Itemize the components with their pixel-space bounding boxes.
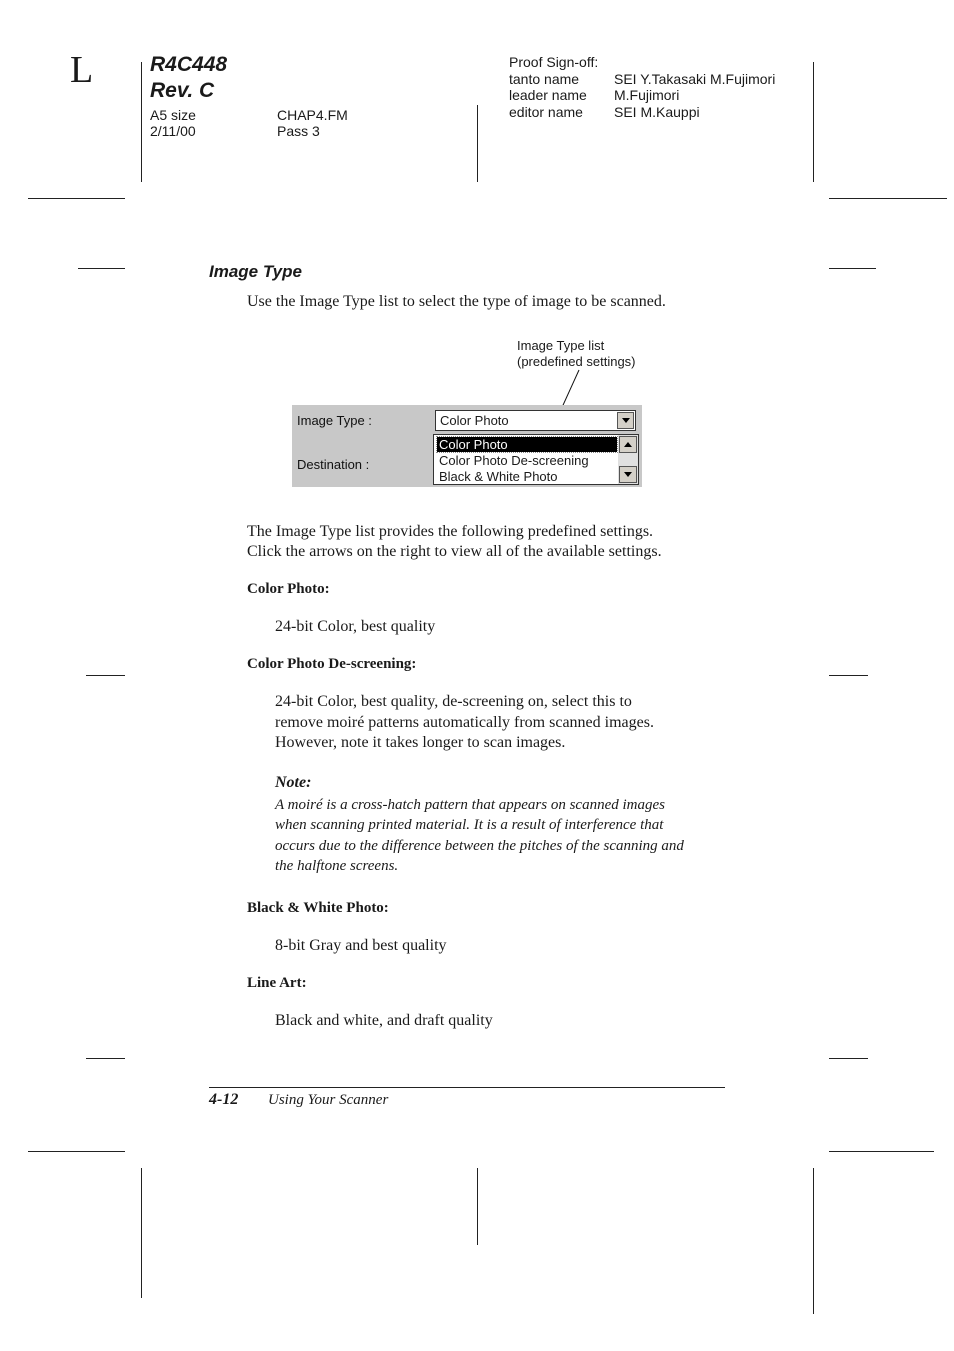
signoff-names: SEI Y.Takasaki M.Fujimori	[614, 71, 776, 87]
model-title: R4C448	[150, 53, 228, 76]
crop-mark	[829, 1058, 868, 1059]
desc-line: 24-bit Color, best quality, de-screening on, select this to	[275, 693, 632, 710]
summary-paragraph	[247, 522, 737, 562]
note-line: when scanning printed material. It is a result of interference that	[275, 817, 664, 834]
crop-mark	[829, 675, 868, 676]
section-heading: Image Type	[209, 262, 302, 281]
item-description	[275, 1011, 735, 1032]
item-description	[275, 936, 735, 957]
intro-text: Use the Image Type list to select the type of image to be scanned.	[247, 293, 666, 310]
page-side-mark: L	[70, 49, 94, 91]
image-type-combo[interactable]	[435, 410, 636, 431]
item-label: Line Art:	[247, 975, 307, 991]
crop-mark	[28, 198, 125, 199]
signoff-names: SEI M.Kauppi	[614, 104, 700, 120]
running-footer: Using Your Scanner	[268, 1092, 389, 1108]
crop-mark	[813, 62, 814, 182]
date-label: 2/11/00	[150, 123, 196, 139]
combo-value: Color Photo	[440, 413, 509, 428]
crop-mark	[141, 1168, 142, 1298]
desc-line: 8-bit Gray and best quality	[275, 937, 447, 954]
note-line: occurs due to the difference between the pitches of the scanning and	[275, 837, 684, 854]
pass-label: Pass 3	[277, 123, 320, 139]
callout-line: (predefined settings)	[517, 354, 636, 369]
figure-callout	[517, 338, 636, 370]
item-description	[275, 692, 735, 754]
crop-mark	[477, 1168, 478, 1245]
intro-paragraph	[247, 292, 737, 312]
crop-mark	[829, 1151, 934, 1152]
crop-mark	[813, 1168, 814, 1314]
size-label: A5 size	[150, 107, 196, 123]
signoff-role: editor name	[509, 104, 583, 120]
desc-line: However, note it takes longer to scan images.	[275, 734, 566, 751]
crop-mark	[28, 1151, 125, 1152]
signoff-names: M.Fujimori	[614, 87, 680, 103]
crop-mark	[86, 1058, 125, 1059]
image-type-dropdown-list[interactable]	[433, 434, 639, 485]
crop-mark	[86, 675, 125, 676]
revision-title: Rev. C	[150, 79, 215, 102]
note-line: A moiré is a cross-hatch pattern that appears on scanned images	[275, 797, 665, 813]
footer-rule	[209, 1087, 725, 1088]
scroll-up-button[interactable]	[619, 436, 637, 453]
file-label: CHAP4.FM	[277, 107, 348, 123]
list-item-bw-photo[interactable]: Black & White Photo	[439, 469, 558, 484]
signoff-title: Proof Sign-off:	[509, 54, 599, 70]
scroll-down-button[interactable]	[619, 466, 637, 483]
signoff-role: leader name	[509, 87, 587, 103]
desc-line: remove moiré patterns automatically from scanned images.	[275, 713, 654, 731]
list-scrollbar[interactable]	[618, 435, 638, 484]
desc-line: Black and white, and draft quality	[275, 1012, 493, 1029]
item-label: Color Photo:	[247, 581, 330, 597]
list-item-color-photo-descreening[interactable]: Color Photo De-screening	[439, 453, 589, 468]
destination-label: Destination :	[297, 457, 370, 472]
list-item-color-photo[interactable]: Color Photo	[437, 437, 617, 452]
callout-line: Image Type list	[517, 338, 605, 353]
chevron-down-icon	[622, 418, 630, 423]
arrow-up-icon	[624, 442, 632, 447]
arrow-down-icon	[624, 472, 632, 477]
signoff-role: tanto name	[509, 71, 580, 87]
desc-line: 24-bit Color, best quality	[275, 618, 436, 635]
note-line: the halftone screens.	[275, 857, 399, 874]
summary-line: Click the arrows on the right to view all of the available settings.	[247, 543, 662, 560]
item-label: Black & White Photo:	[247, 900, 389, 916]
item-description	[275, 617, 735, 638]
image-type-label: Image Type :	[297, 413, 372, 428]
item-label: Color Photo De-screening:	[247, 656, 417, 672]
note-title: Note:	[275, 774, 312, 791]
crop-mark	[78, 268, 125, 269]
note-body	[275, 795, 735, 876]
crop-mark	[141, 62, 142, 182]
combo-dropdown-button[interactable]	[617, 412, 634, 429]
crop-mark	[829, 198, 947, 199]
summary-line: The Image Type list provides the following predefined settings.	[247, 523, 654, 540]
crop-mark	[829, 268, 876, 269]
page-number: 4-12	[209, 1091, 239, 1108]
crop-mark	[477, 105, 478, 182]
